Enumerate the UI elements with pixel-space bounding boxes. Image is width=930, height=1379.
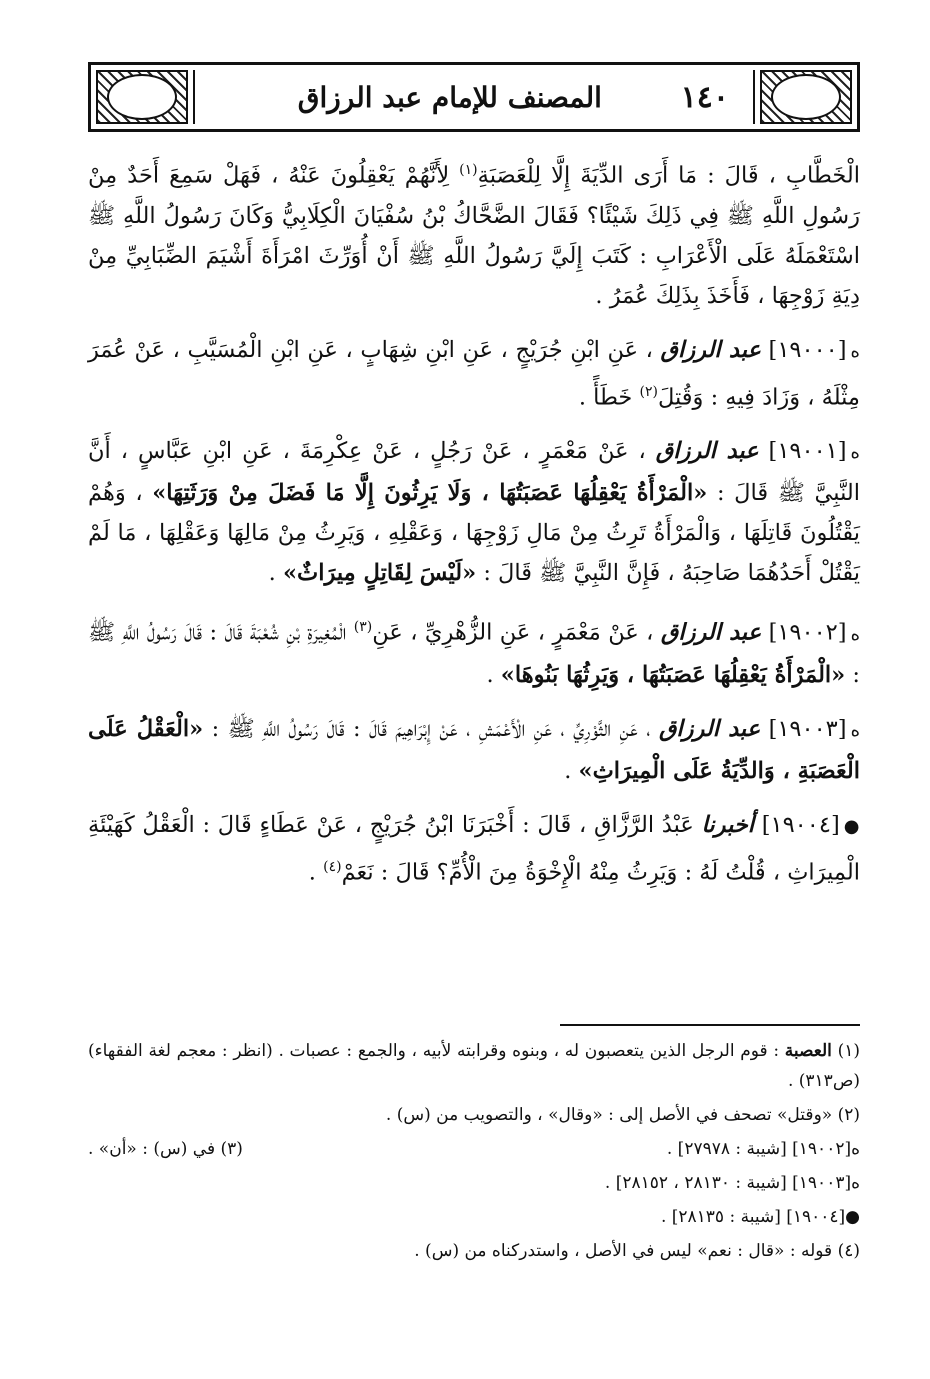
seal-icon xyxy=(107,74,177,120)
paragraph-text: . xyxy=(564,757,579,784)
footnote-separator xyxy=(560,1024,860,1026)
paragraph-text: ، عَنِ الثَّوْرِيِّ ، عَنِ الْأَعْمَشِ ، عَنْ إِبْرَاهِيمَ قَالَ : قَالَ رَسُولُ اللَّهِ ﷺ : xyxy=(211,715,651,742)
seal-icon xyxy=(771,74,841,120)
footnote-number: (١) xyxy=(837,1041,861,1061)
hadith-marker: ه xyxy=(850,442,860,463)
source-name: أخبرنا xyxy=(701,811,755,838)
paragraph-text: ، عَنْ مَعْمَرٍ ، عَنِ الزُّهْرِيِّ ، عَنِ xyxy=(372,619,654,646)
paragraph-text: ، عَنْ مَعْمَرٍ ، عَنْ رَجُلٍ ، عَنْ عِكْرِمَةَ ، عَنِ ابْنِ عَبَّاسٍ ، أَنَّ النَّبِيَّ ﷺ قَالَ : xyxy=(88,438,860,506)
footnotes xyxy=(88,1036,860,1270)
page-header xyxy=(88,62,860,132)
hadith-quote: «الْمَرْأَةُ يَعْقِلُهَا عَصَبَتُهَا ، وَلَا يَرِثُونَ إِلَّا مَا فَضَلَ مِنْ وَرَثَتِهَا» xyxy=(152,480,708,506)
hadith-quote: «لَيْسَ لِقَاتِلٍ مِيرَاثٌ» xyxy=(282,560,477,586)
source-name: عبد الرزاق xyxy=(660,336,761,363)
hadith-19002 xyxy=(88,607,860,695)
paragraph-continuation xyxy=(88,150,860,316)
paragraph-text: الْخَطَّابِ ، قَالَ : مَا أَرَى الدِّيَةَ إِلَّا لِلْعَصَبَةِ xyxy=(477,162,860,189)
main-text xyxy=(88,150,860,906)
footnote-ref: (٣) xyxy=(353,619,373,635)
hadith-number: [١٩٠٠٤] xyxy=(761,811,840,838)
hadith-marker: ● xyxy=(843,815,860,837)
paragraph-text: لِأَنَّهُمْ يَعْقِلُونَ عَنْهُ ، فَهَلْ سَمِعَ أَحَدٌ مِنْ رَسُولِ اللَّهِ ﷺ فِي ذَلِكَ شَيْئًا؟ فَقَالَ الضَّحَّاكُ بْنُ سُفْيَانَ الْكِلَابِيُّ وَكَانَ رَسُولُ اللَّهِ ﷺ اسْتَعْمَلَهُ عَلَى الْأَعْرَابِ : كَتَبَ إِلَيَّ رَسُولُ اللَّهِ ﷺ أَنْ أُوَرِّثَ امْرَأَةَ أَشْيَمَ الضِّبَابِيِّ مِنْ دِيَةِ زَوْجِهَا ، فَأَخَذَ بِذَلِكَ عُمَرُ . xyxy=(88,162,860,309)
source-name: عبد الرزاق xyxy=(655,438,759,464)
paragraph-text: ، عَنِ ابْنِ جُرَيْجٍ ، عَنِ ابْنِ شِهَابٍ ، عَنِ ابْنِ الْمُسَيَّبِ ، عَنْ عُمَرَ مِثْلَهُ ، وَزَادَ فِيهِ : وَقُتِلَ xyxy=(88,336,860,410)
hadith-number: [١٩٠٠٠] xyxy=(768,336,847,363)
footnote-3: (٣) في (س) : «أن» . xyxy=(88,1139,243,1159)
paragraph-text: . xyxy=(486,661,501,688)
ornament-right xyxy=(760,70,852,124)
hadith-19001 xyxy=(88,431,860,593)
source-name: عبد الرزاق xyxy=(658,715,761,742)
hadith-quote: «الْمَرْأَةُ يَعْقِلُهَا عَصَبَتُهَا ، وَيَرِثُهَا بَنُوهَا» xyxy=(500,661,846,688)
hadith-marker: ه xyxy=(850,623,860,645)
book-title: المصنف للإمام عبد الرزاق xyxy=(297,80,602,114)
page-number: ١٤٠ xyxy=(680,79,729,115)
footnote-1 xyxy=(88,1036,860,1096)
reference-19002: ه[١٩٠٠٢] [شيبة : ٢٧٩٧٨] . xyxy=(666,1139,860,1159)
reference-19004: ●[١٩٠٠٤] [شيبة : ٢٨١٣٥] . xyxy=(660,1207,860,1227)
hadith-number: [١٩٠٠٣] xyxy=(768,715,847,742)
footnote-term: العصبة xyxy=(784,1041,832,1061)
hadith-marker: ه xyxy=(850,340,860,362)
source-name: عبد الرزاق xyxy=(660,619,762,646)
ornament-left xyxy=(96,70,188,124)
paragraph-text: خَطَأً . xyxy=(578,384,640,410)
footnote-ref: (٢) xyxy=(639,383,658,400)
hadith-number: [١٩٠٠١] xyxy=(768,438,847,464)
hadith-19004 xyxy=(88,805,860,893)
footnote-ref: (٤) xyxy=(323,858,342,875)
paragraph-text: عَبْدُ الرَّزَّاقِ ، قَالَ : أَخْبَرَنَا ابْنُ جُرَيْجٍ ، عَنْ عَطَاءٍ قَالَ : الْعَقْلُ كَهَيْئَةِ الْمِيرَاثِ ، قُلْتُ لَهُ : وَيَرِثُ مِنْهُ الْإِخْوَةُ مِنَ الْأُمِّ؟ قَالَ : نَعَمْ xyxy=(88,811,860,885)
hadith-quote: «الْعَقْلُ عَلَى الْعَصَبَةِ ، وَالدِّيَةُ عَلَى الْمِيرَاثِ» xyxy=(88,715,860,784)
footnote-4: (٤) قوله : «قال : نعم» ليس في الأصل ، واستدركناه من (س) . xyxy=(414,1241,860,1261)
hadith-19003 xyxy=(88,709,860,791)
paragraph-text: . xyxy=(308,859,324,885)
hadith-19000 xyxy=(88,330,860,418)
hadith-number: [١٩٠٠٢] xyxy=(768,619,847,646)
paragraph-text: ، وَهُمْ يَقْتُلُونَ قَاتِلَهَا ، وَالْمَرْأَةُ تَرِثُ مِنْ مَالِ زَوْجِهَا ، وَعَقْلِهِ ، وَيَرِثُ مِنْ مَالِهَا وَعَقْلِهَا ، مَا لَمْ يَقْتُلْ أَحَدُهُمَا صَاحِبَهُ ، فَإِنَّ النَّبِيَّ ﷺ قَالَ : xyxy=(88,480,860,586)
paragraph-text: الْمُغِيرَةِ بْنِ شُعْبَةَ قَالَ : قَالَ رَسُولُ اللَّهِ ﷺ : xyxy=(88,619,860,688)
footnote-text: : قوم الرجل الذين يتعصبون له ، وبنوه وقرابته لأبيه ، والجمع : عصبات . (انظر : معجم لغة الفقهاء) (ص٣١٣) . xyxy=(88,1041,860,1091)
paragraph-text: . xyxy=(268,560,283,586)
header-center xyxy=(193,70,755,124)
footnote-row xyxy=(88,1134,860,1164)
footnote-2: (٢) «وقتل» تصحف في الأصل إلى : «وقال» ، والتصويب من (س) . xyxy=(385,1105,860,1125)
reference-19003: ه[١٩٠٠٣] [شيبة : ٢٨١٣٠ ، ٢٨١٥٢] . xyxy=(604,1173,860,1193)
hadith-marker: ه xyxy=(850,719,860,741)
footnote-ref: (١) xyxy=(459,162,478,178)
